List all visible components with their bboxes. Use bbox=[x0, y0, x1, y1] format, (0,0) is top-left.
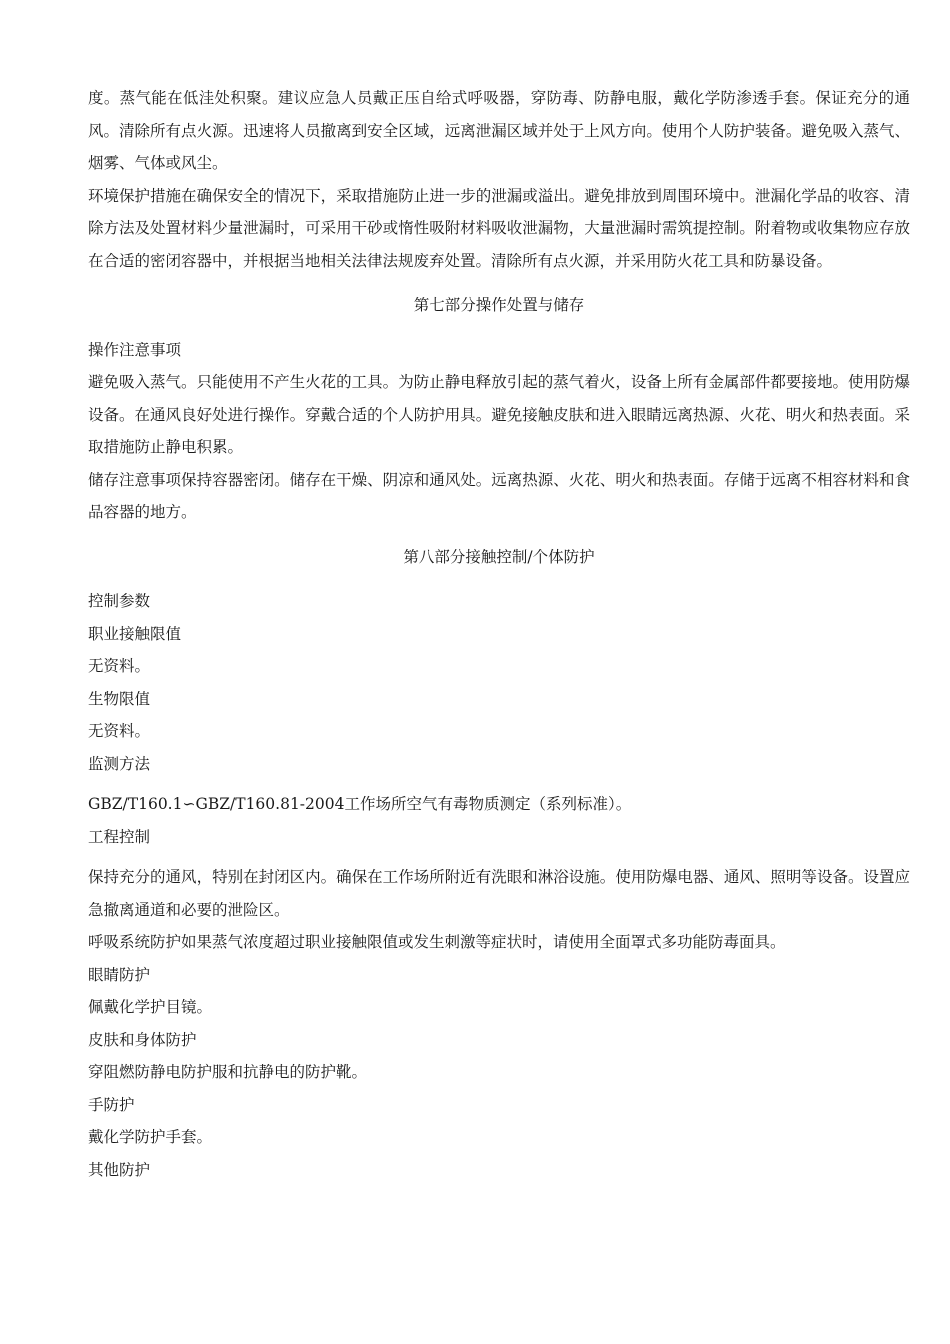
skin-protection-value: 穿阻燃防静电防护服和抗静电的防护靴。 bbox=[88, 1063, 368, 1081]
engineering-control-label: 工程控制 bbox=[88, 827, 151, 846]
storage-precautions-paragraph: 储存注意事项保持容器密闭。储存在干燥、阴凉和通风处。远离热源、火花、明火和热表面。存储于远离不相容材料和食品容器的地方。 bbox=[88, 470, 910, 521]
bio-limit-value: 无资料。 bbox=[88, 722, 151, 740]
oel-value: 无资料。 bbox=[88, 657, 151, 675]
hand-protection-value: 戴化学防护手套。 bbox=[88, 1128, 213, 1146]
respiratory-protection-paragraph: 呼吸系统防护如果蒸气浓度超过职业接触限值或发生刺激等症状时，请使用全面罩式多功能防毒面具。 bbox=[88, 933, 786, 951]
oel-label: 职业接触限值 bbox=[88, 624, 182, 643]
eye-protection-value: 佩戴化学护目镜。 bbox=[88, 998, 213, 1016]
monitoring-method-label: 监测方法 bbox=[88, 754, 151, 773]
spill-response-paragraph: 度。蒸气能在低洼处积聚。建议应急人员戴正压自给式呼吸器，穿防毒、防静电服，戴化学防渗透手套。保证充分的通风。清除所有点火源。迅速将人员撤离到安全区域，远离泄漏区域并处于上风方向。使用个人防护装备。避免吸入蒸气、烟雾、气体或风尘。 bbox=[88, 89, 910, 172]
section7-title: 第七部分操作处置与储存 bbox=[413, 296, 585, 314]
hand-protection-label: 手防护 bbox=[88, 1095, 135, 1114]
skin-protection-label: 皮肤和身体防护 bbox=[88, 1030, 197, 1049]
handling-precautions-label: 操作注意事项 bbox=[88, 340, 182, 359]
eye-protection-label: 眼睛防护 bbox=[88, 965, 151, 984]
control-parameters-label: 控制参数 bbox=[88, 592, 151, 610]
environmental-measures-paragraph: 环境保护措施在确保安全的情况下，采取措施防止进一步的泄漏或溢出。避免排放到周围环境中。泄漏化学品的收容、清除方法及处置材料少量泄漏时，可采用干砂或惰性吸附材料吸收泄漏物，大量泄漏时需筑提控制。附着物或收集物应存放在合适的密闭容器中，并根据当地相关法律法规废弃处置。清除所有点火源，并采用防火花工具和防暴设备。 bbox=[88, 186, 910, 270]
engineering-control-paragraph: 保持充分的通风，特别在封闭区内。确保在工作场所附近有洗眼和淋浴设施。使用防爆电器、通风、照明等设备。设置应急撤离通道和必要的泄险区。 bbox=[88, 868, 910, 919]
monitoring-method-value: GBZ/T160.1∽GBZ/T160.81-2004工作场所空气有毒物质测定（系列标准）。 bbox=[88, 795, 632, 813]
section8-title: 第八部分接触控制/个体防护 bbox=[403, 547, 595, 566]
bio-limit-label: 生物限值 bbox=[88, 689, 151, 708]
handling-precautions-paragraph: 避免吸入蒸气。只能使用不产生火花的工具。为防止静电释放引起的蒸气着火，设备上所有金属部件都要接地。使用防爆设备。在通风良好处进行操作。穿戴合适的个人防护用具。避免接触皮肤和进入眼睛远离热源、火花、明火和热表面。采取措施防止静电积累。 bbox=[88, 373, 910, 456]
other-protection-label: 其他防护 bbox=[88, 1160, 151, 1179]
document-page bbox=[88, 82, 910, 1186]
